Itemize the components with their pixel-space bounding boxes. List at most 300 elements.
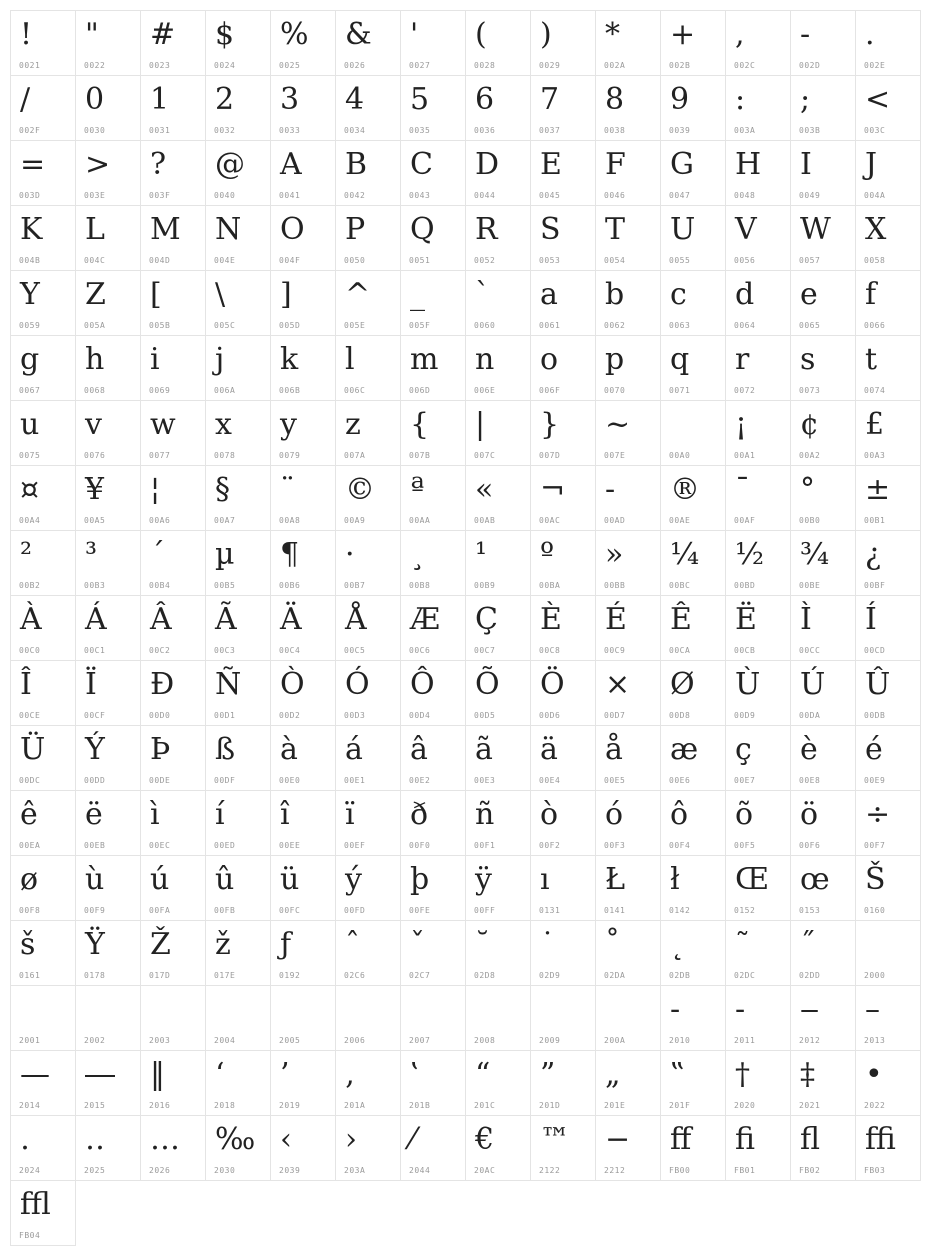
glyph-codepoint-label: 00DC bbox=[19, 776, 41, 785]
glyph-codepoint-label: 2011 bbox=[734, 1036, 756, 1045]
glyph-codepoint-label: 2000 bbox=[864, 971, 886, 980]
glyph-cell bbox=[465, 855, 531, 921]
glyph-codepoint-label: 20AC bbox=[474, 1166, 496, 1175]
glyph-codepoint-label: 00F0 bbox=[409, 841, 431, 850]
glyph-codepoint-label: 00C6 bbox=[409, 646, 431, 655]
glyph-codepoint-label: 00C1 bbox=[84, 646, 106, 655]
glyph-character: j bbox=[215, 342, 225, 377]
glyph-character: ﬁ bbox=[735, 1122, 756, 1157]
glyph-character: M bbox=[150, 212, 181, 247]
glyph-character: ü bbox=[280, 862, 300, 897]
glyph-codepoint-label: 00DE bbox=[149, 776, 171, 785]
glyph-character: Ê bbox=[670, 602, 692, 637]
glyph-codepoint-label: 00D4 bbox=[409, 711, 431, 720]
glyph-character: ﬀ bbox=[670, 1122, 692, 1157]
glyph-character: 9 bbox=[670, 82, 690, 117]
glyph-character: 0 bbox=[85, 82, 105, 117]
glyph-cell bbox=[10, 335, 76, 401]
glyph-cell bbox=[790, 595, 856, 661]
glyph-codepoint-label: 00A7 bbox=[214, 516, 236, 525]
character-map-grid bbox=[10, 10, 920, 1245]
glyph-codepoint-label: 00AB bbox=[474, 516, 496, 525]
glyph-codepoint-label: 0070 bbox=[604, 386, 626, 395]
glyph-cell bbox=[335, 1115, 401, 1181]
glyph-character: ‡ bbox=[800, 1057, 815, 1092]
glyph-cell bbox=[595, 985, 661, 1051]
glyph-cell bbox=[205, 140, 271, 206]
glyph-character: ® bbox=[670, 472, 700, 507]
glyph-cell bbox=[75, 790, 141, 856]
glyph-codepoint-label: 00F3 bbox=[604, 841, 626, 850]
glyph-character: “ bbox=[475, 1057, 491, 1092]
glyph-character: Y bbox=[20, 277, 40, 312]
glyph-character: Ú bbox=[800, 667, 826, 702]
glyph-cell bbox=[790, 140, 856, 206]
glyph-codepoint-label: 00BA bbox=[539, 581, 561, 590]
glyph-codepoint-label: 00D3 bbox=[344, 711, 366, 720]
glyph-cell bbox=[855, 660, 921, 726]
glyph-codepoint-label: 0045 bbox=[539, 191, 561, 200]
glyph-character: B bbox=[345, 147, 368, 182]
glyph-cell bbox=[725, 140, 791, 206]
glyph-character: h bbox=[85, 342, 105, 377]
glyph-character: ’ bbox=[280, 1057, 290, 1092]
glyph-character: 8 bbox=[605, 82, 625, 117]
glyph-codepoint-label: 00D8 bbox=[669, 711, 691, 720]
glyph-character: Å bbox=[345, 602, 367, 637]
glyph-cell bbox=[725, 465, 791, 531]
glyph-cell bbox=[10, 855, 76, 921]
glyph-character: õ bbox=[735, 797, 754, 832]
glyph-character: ¿ bbox=[865, 537, 882, 572]
glyph-cell bbox=[660, 920, 726, 986]
glyph-codepoint-label: 0063 bbox=[669, 321, 691, 330]
glyph-codepoint-label: 00D1 bbox=[214, 711, 236, 720]
glyph-codepoint-label: FB00 bbox=[669, 1166, 691, 1175]
glyph-cell bbox=[790, 855, 856, 921]
glyph-character: I bbox=[800, 147, 812, 182]
glyph-codepoint-label: 00F5 bbox=[734, 841, 756, 850]
glyph-character: W bbox=[800, 212, 831, 247]
glyph-codepoint-label: 0031 bbox=[149, 126, 171, 135]
glyph-cell bbox=[270, 1050, 336, 1116]
glyph-codepoint-label: 02D8 bbox=[474, 971, 496, 980]
glyph-cell bbox=[400, 1115, 466, 1181]
glyph-cell bbox=[335, 335, 401, 401]
glyph-character: ª bbox=[410, 472, 425, 507]
glyph-codepoint-label: 0038 bbox=[604, 126, 626, 135]
glyph-codepoint-label: 00EE bbox=[279, 841, 301, 850]
glyph-character: S bbox=[540, 212, 561, 247]
glyph-character: ± bbox=[865, 472, 891, 507]
glyph-cell bbox=[660, 75, 726, 141]
glyph-character: Ž bbox=[150, 927, 171, 962]
glyph-cell bbox=[75, 140, 141, 206]
glyph-cell bbox=[140, 335, 206, 401]
glyph-codepoint-label: 0032 bbox=[214, 126, 236, 135]
glyph-cell bbox=[270, 660, 336, 726]
glyph-codepoint-label: 003D bbox=[19, 191, 41, 200]
glyph-codepoint-label: 0152 bbox=[734, 906, 756, 915]
glyph-character: m bbox=[410, 342, 439, 377]
glyph-codepoint-label: 0046 bbox=[604, 191, 626, 200]
glyph-cell bbox=[465, 530, 531, 596]
glyph-codepoint-label: 00D7 bbox=[604, 711, 626, 720]
glyph-character: ( bbox=[475, 17, 487, 52]
glyph-character: á bbox=[345, 732, 363, 767]
glyph-cell bbox=[660, 725, 726, 791]
glyph-cell bbox=[335, 140, 401, 206]
glyph-codepoint-label: 0073 bbox=[799, 386, 821, 395]
glyph-character: ˛ bbox=[670, 927, 685, 962]
glyph-cell bbox=[465, 1050, 531, 1116]
glyph-cell bbox=[400, 920, 466, 986]
glyph-character: ¥ bbox=[85, 472, 105, 507]
glyph-codepoint-label: 00B9 bbox=[474, 581, 496, 590]
glyph-codepoint-label: 006F bbox=[539, 386, 561, 395]
glyph-codepoint-label: 00EA bbox=[19, 841, 41, 850]
glyph-character: ò bbox=[540, 797, 559, 832]
glyph-codepoint-label: 00E3 bbox=[474, 776, 496, 785]
glyph-character: e bbox=[800, 277, 818, 312]
glyph-codepoint-label: 00A8 bbox=[279, 516, 301, 525]
glyph-codepoint-label: 2003 bbox=[149, 1036, 171, 1045]
glyph-cell bbox=[140, 400, 206, 466]
glyph-codepoint-label: 2008 bbox=[474, 1036, 496, 1045]
glyph-cell bbox=[270, 985, 336, 1051]
glyph-codepoint-label: 00C7 bbox=[474, 646, 496, 655]
glyph-codepoint-label: 0077 bbox=[149, 451, 171, 460]
glyph-character: c bbox=[670, 277, 687, 312]
glyph-codepoint-label: 00E5 bbox=[604, 776, 626, 785]
glyph-character: G bbox=[670, 147, 694, 182]
glyph-codepoint-label: 200A bbox=[604, 1036, 626, 1045]
glyph-character: ú bbox=[150, 862, 170, 897]
glyph-character: > bbox=[85, 147, 111, 182]
glyph-character: Ù bbox=[735, 667, 761, 702]
glyph-cell bbox=[465, 140, 531, 206]
glyph-character: ² bbox=[20, 537, 33, 572]
glyph-codepoint-label: 004A bbox=[864, 191, 886, 200]
glyph-codepoint-label: 00A1 bbox=[734, 451, 756, 460]
glyph-codepoint-label: 003F bbox=[149, 191, 171, 200]
glyph-character: ê bbox=[20, 797, 38, 832]
glyph-codepoint-label: 0060 bbox=[474, 321, 496, 330]
glyph-cell bbox=[400, 985, 466, 1051]
glyph-codepoint-label: 006B bbox=[279, 386, 301, 395]
glyph-cell bbox=[400, 790, 466, 856]
glyph-codepoint-label: 02DA bbox=[604, 971, 626, 980]
glyph-cell bbox=[465, 725, 531, 791]
glyph-codepoint-label: 0075 bbox=[19, 451, 41, 460]
glyph-cell bbox=[335, 1050, 401, 1116]
glyph-cell bbox=[10, 1180, 76, 1246]
glyph-character: ` bbox=[475, 277, 490, 312]
glyph-cell bbox=[465, 75, 531, 141]
glyph-cell bbox=[75, 270, 141, 336]
glyph-codepoint-label: 0058 bbox=[864, 256, 886, 265]
glyph-character: Á bbox=[85, 602, 107, 637]
glyph-codepoint-label: 00DB bbox=[864, 711, 886, 720]
glyph-character: / bbox=[20, 82, 31, 117]
glyph-character: µ bbox=[215, 537, 235, 572]
glyph-codepoint-label: 00E0 bbox=[279, 776, 301, 785]
glyph-codepoint-label: 005C bbox=[214, 321, 236, 330]
glyph-character: » bbox=[605, 537, 624, 572]
glyph-character: ? bbox=[150, 147, 167, 182]
glyph-codepoint-label: 201C bbox=[474, 1101, 496, 1110]
glyph-cell bbox=[335, 790, 401, 856]
glyph-cell bbox=[400, 465, 466, 531]
glyph-cell bbox=[725, 530, 791, 596]
glyph-codepoint-label: 006E bbox=[474, 386, 496, 395]
glyph-character: ¶ bbox=[280, 537, 300, 572]
glyph-cell bbox=[790, 1115, 856, 1181]
glyph-cell bbox=[530, 270, 596, 336]
glyph-character: Î bbox=[20, 667, 32, 702]
glyph-cell bbox=[790, 75, 856, 141]
glyph-character: ] bbox=[280, 277, 292, 312]
glyph-codepoint-label: 00B7 bbox=[344, 581, 366, 590]
glyph-cell bbox=[725, 660, 791, 726]
glyph-character: ˝ bbox=[800, 927, 815, 962]
glyph-cell bbox=[140, 530, 206, 596]
glyph-codepoint-label: 00C8 bbox=[539, 646, 561, 655]
glyph-cell bbox=[465, 985, 531, 1051]
glyph-codepoint-label: 0025 bbox=[279, 61, 301, 70]
glyph-cell bbox=[205, 920, 271, 986]
glyph-character: ˆ bbox=[345, 927, 360, 962]
glyph-codepoint-label: 0066 bbox=[864, 321, 886, 330]
glyph-character: : bbox=[735, 82, 746, 117]
glyph-codepoint-label: 003E bbox=[84, 191, 106, 200]
glyph-cell bbox=[530, 205, 596, 271]
glyph-cell bbox=[10, 400, 76, 466]
glyph-character: 3 bbox=[280, 82, 300, 117]
glyph-character: R bbox=[475, 212, 498, 247]
glyph-codepoint-label: 00A9 bbox=[344, 516, 366, 525]
glyph-codepoint-label: 00A5 bbox=[84, 516, 106, 525]
glyph-codepoint-label: 0160 bbox=[864, 906, 886, 915]
glyph-character: K bbox=[20, 212, 43, 247]
glyph-character: ¼ bbox=[670, 537, 700, 572]
glyph-character: ¨ bbox=[280, 472, 295, 507]
glyph-cell bbox=[205, 855, 271, 921]
glyph-codepoint-label: 00A4 bbox=[19, 516, 41, 525]
glyph-cell bbox=[595, 335, 661, 401]
glyph-cell bbox=[595, 725, 661, 791]
glyph-cell bbox=[660, 530, 726, 596]
glyph-codepoint-label: 00B2 bbox=[19, 581, 41, 590]
glyph-cell bbox=[530, 335, 596, 401]
glyph-character: ì bbox=[150, 797, 160, 832]
glyph-codepoint-label: 2024 bbox=[19, 1166, 41, 1175]
glyph-cell bbox=[205, 75, 271, 141]
glyph-cell bbox=[400, 270, 466, 336]
glyph-character: É bbox=[605, 602, 627, 637]
glyph-character: $ bbox=[215, 17, 235, 52]
glyph-codepoint-label: 00DD bbox=[84, 776, 106, 785]
glyph-cell bbox=[790, 530, 856, 596]
glyph-cell bbox=[595, 920, 661, 986]
glyph-character: + bbox=[670, 17, 696, 52]
glyph-cell bbox=[595, 1050, 661, 1116]
glyph-character: Ë bbox=[735, 602, 757, 637]
glyph-cell bbox=[465, 920, 531, 986]
glyph-cell bbox=[855, 465, 921, 531]
glyph-codepoint-label: 2004 bbox=[214, 1036, 236, 1045]
glyph-codepoint-label: 00AC bbox=[539, 516, 561, 525]
glyph-character: ù bbox=[85, 862, 105, 897]
glyph-cell bbox=[725, 400, 791, 466]
glyph-cell bbox=[270, 1115, 336, 1181]
glyph-cell bbox=[10, 1115, 76, 1181]
glyph-codepoint-label: 02D9 bbox=[539, 971, 561, 980]
glyph-character: ¯ bbox=[735, 472, 750, 507]
glyph-cell bbox=[660, 595, 726, 661]
glyph-codepoint-label: 201F bbox=[669, 1101, 691, 1110]
glyph-character: [ bbox=[150, 277, 162, 312]
glyph-cell bbox=[75, 400, 141, 466]
glyph-cell bbox=[400, 595, 466, 661]
glyph-cell bbox=[270, 75, 336, 141]
glyph-cell bbox=[660, 1115, 726, 1181]
glyph-codepoint-label: 002C bbox=[734, 61, 756, 70]
glyph-character: þ bbox=[410, 862, 430, 897]
glyph-cell bbox=[205, 10, 271, 76]
glyph-codepoint-label: 00BB bbox=[604, 581, 626, 590]
glyph-cell bbox=[790, 660, 856, 726]
glyph-character: › bbox=[345, 1122, 357, 1157]
glyph-cell bbox=[75, 855, 141, 921]
glyph-character: Ñ bbox=[215, 667, 242, 702]
glyph-character: û bbox=[215, 862, 235, 897]
glyph-character: ; bbox=[800, 82, 811, 117]
glyph-codepoint-label: 0078 bbox=[214, 451, 236, 460]
glyph-cell bbox=[400, 75, 466, 141]
glyph-cell bbox=[595, 465, 661, 531]
glyph-character: Õ bbox=[475, 667, 500, 702]
glyph-character: × bbox=[605, 667, 631, 702]
glyph-codepoint-label: 00F8 bbox=[19, 906, 41, 915]
glyph-character: ' bbox=[410, 17, 419, 52]
glyph-cell bbox=[140, 985, 206, 1051]
glyph-cell bbox=[335, 75, 401, 141]
glyph-codepoint-label: 005F bbox=[409, 321, 431, 330]
glyph-character: Ł bbox=[605, 862, 626, 897]
glyph-character: î bbox=[280, 797, 290, 832]
glyph-cell bbox=[790, 400, 856, 466]
glyph-character: C bbox=[410, 147, 433, 182]
glyph-character: ! bbox=[20, 17, 33, 52]
glyph-codepoint-label: 203A bbox=[344, 1166, 366, 1175]
glyph-codepoint-label: 2013 bbox=[864, 1036, 886, 1045]
glyph-cell bbox=[75, 920, 141, 986]
glyph-codepoint-label: 00FB bbox=[214, 906, 236, 915]
glyph-cell bbox=[140, 205, 206, 271]
glyph-codepoint-label: 00E9 bbox=[864, 776, 886, 785]
glyph-codepoint-label: 00E6 bbox=[669, 776, 691, 785]
glyph-codepoint-label: 00B5 bbox=[214, 581, 236, 590]
glyph-cell bbox=[595, 400, 661, 466]
glyph-codepoint-label: 2122 bbox=[539, 1166, 561, 1175]
glyph-cell bbox=[270, 10, 336, 76]
glyph-cell bbox=[530, 10, 596, 76]
glyph-cell bbox=[205, 205, 271, 271]
glyph-codepoint-label: FB03 bbox=[864, 1166, 886, 1175]
glyph-codepoint-label: 00A2 bbox=[799, 451, 821, 460]
glyph-codepoint-label: 201B bbox=[409, 1101, 431, 1110]
glyph-character: V bbox=[735, 212, 757, 247]
glyph-codepoint-label: 00B1 bbox=[864, 516, 886, 525]
glyph-character: ‥ bbox=[85, 1122, 106, 1157]
glyph-character: í bbox=[215, 797, 225, 832]
glyph-cell bbox=[205, 790, 271, 856]
glyph-cell bbox=[855, 855, 921, 921]
glyph-character: P bbox=[345, 212, 366, 247]
glyph-cell bbox=[140, 1115, 206, 1181]
glyph-cell bbox=[595, 855, 661, 921]
glyph-character: ․ bbox=[20, 1122, 31, 1157]
glyph-cell bbox=[855, 1115, 921, 1181]
glyph-character: Ô bbox=[410, 667, 435, 702]
glyph-codepoint-label: 0142 bbox=[669, 906, 691, 915]
glyph-codepoint-label: 0065 bbox=[799, 321, 821, 330]
glyph-cell bbox=[530, 725, 596, 791]
glyph-cell bbox=[855, 595, 921, 661]
glyph-codepoint-label: 002E bbox=[864, 61, 886, 70]
glyph-character: = bbox=[20, 147, 46, 182]
glyph-cell bbox=[75, 10, 141, 76]
glyph-codepoint-label: 017D bbox=[149, 971, 171, 980]
glyph-cell bbox=[855, 75, 921, 141]
glyph-codepoint-label: 2016 bbox=[149, 1101, 171, 1110]
glyph-cell bbox=[10, 920, 76, 986]
glyph-cell bbox=[75, 1050, 141, 1116]
glyph-character: y bbox=[280, 407, 297, 442]
glyph-character: ë bbox=[85, 797, 103, 832]
glyph-codepoint-label: 0047 bbox=[669, 191, 691, 200]
glyph-codepoint-label: FB01 bbox=[734, 1166, 756, 1175]
glyph-codepoint-label: 0028 bbox=[474, 61, 496, 70]
glyph-cell bbox=[855, 205, 921, 271]
glyph-cell bbox=[790, 985, 856, 1051]
glyph-character: } bbox=[540, 407, 560, 442]
glyph-character: å bbox=[605, 732, 623, 767]
glyph-cell bbox=[595, 660, 661, 726]
glyph-codepoint-label: 2212 bbox=[604, 1166, 626, 1175]
glyph-codepoint-label: 0074 bbox=[864, 386, 886, 395]
glyph-codepoint-label: 0021 bbox=[19, 61, 41, 70]
glyph-codepoint-label: 02C7 bbox=[409, 971, 431, 980]
glyph-character: 5 bbox=[410, 82, 430, 117]
glyph-codepoint-label: 002A bbox=[604, 61, 626, 70]
glyph-cell bbox=[205, 270, 271, 336]
glyph-codepoint-label: 005B bbox=[149, 321, 171, 330]
glyph-character: x bbox=[215, 407, 232, 442]
glyph-cell bbox=[660, 140, 726, 206]
glyph-codepoint-label: 0141 bbox=[604, 906, 626, 915]
glyph-cell bbox=[660, 465, 726, 531]
glyph-cell bbox=[140, 920, 206, 986]
glyph-cell bbox=[10, 595, 76, 661]
glyph-codepoint-label: 002B bbox=[669, 61, 691, 70]
glyph-codepoint-label: 2022 bbox=[864, 1101, 886, 1110]
glyph-cell bbox=[465, 790, 531, 856]
glyph-codepoint-label: 004F bbox=[279, 256, 301, 265]
glyph-character: ´ bbox=[150, 537, 165, 572]
glyph-codepoint-label: 00B4 bbox=[149, 581, 171, 590]
